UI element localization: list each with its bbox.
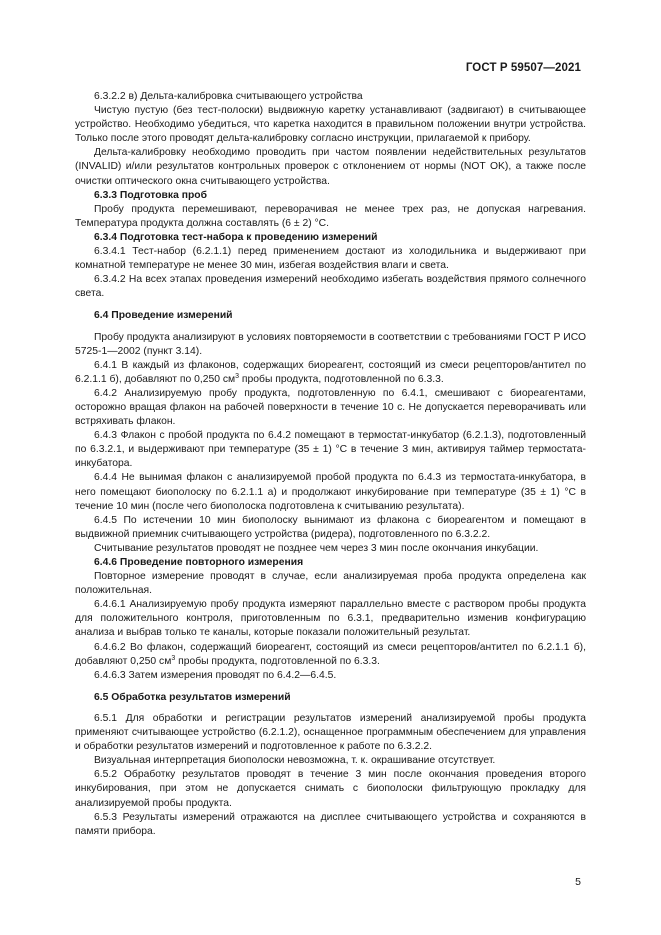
- paragraph-6-4-6-1: 6.4.6.1 Анализируемую пробу продукта измеряют параллельно вместе с раствором пробы продукта для положительного контроля, приготовленным по 6.3.1, предварительно изменив конфигурацию анализа и выбрав только те каналы, которые показали положительный результат.: [75, 599, 586, 639]
- paragraph-6-5-2: 6.5.2 Обработку результатов проводят в течение 3 мин после окончания проведения второго инкубирования, при этом не допускается снимать с биополоски фильтрующую прокладку для анализируемой пробы продукта.: [75, 769, 586, 809]
- heading-6-3-3: 6.3.3 Подготовка проб: [94, 189, 207, 201]
- page-number: 5: [575, 876, 581, 888]
- section-heading-6-5: 6.5 Обработка результатов измерений: [94, 691, 291, 703]
- paragraph-6-4-2: 6.4.2 Анализируемую пробу продукта, подготовленную по 6.4.1, смешивают с биореагентами, осторожно вращая флакон на рабочей поверхности в течение 10 с. Не допускается переворачивать или встряхивать флакон.: [75, 387, 586, 428]
- paragraph-6-5-1: 6.5.1 Для обработки и регистрации результатов измерений анализируемой пробы продукта применяют считывающее устройство (6.2.1.2), оснащенное программным обеспечением для управления и обработки результатов измерений и подготовленное к работе по 6.3.2.2.: [75, 712, 586, 753]
- paragraph: Пробу продукта анализируют в условиях повторяемости в соответствии с требованиями ГОСТ Р ИСО 5725-1—2002 (пункт 3.14).: [75, 331, 586, 357]
- paragraph-6-4-5: 6.4.5 По истечении 10 мин биополоску вынимают из флакона с биореагентом и помещают в выдвижной приемник считывающего устройства (ридера), подготовленного по 6.3.2.2.: [75, 514, 586, 540]
- heading-6-3-4: 6.3.4 Подготовка тест-набора к проведению измерений: [94, 231, 378, 243]
- paragraph-6-4-4: 6.4.4 Не вынимая флакон с анализируемой пробой продукта по 6.4.3 из термостата-инкубатора, в него помещают биополоску по 6.2.1.1 а) и продолжают инкубирование при температуре (35 ± 1) °С в течение 10 мин (после чего биополоска подготовлена к считыванию результата).: [75, 472, 586, 512]
- document-body: [75, 90, 586, 839]
- paragraph: Визуальная интерпретация биополоски невозможна, т. к. окрашивание отсутствует.: [94, 755, 496, 767]
- paragraph: Дельта-калибровку необходимо проводить при частом появлении недействительных результатов (INVALID) и/или результатов контрольных проверок с отклонением от нормы (NOT OK), а также после очистки оптического окна считывающего устройства.: [75, 147, 586, 187]
- paragraph: 6.3.4.1 Тест-набор (6.2.1.1) перед применением достают из холодильника и выдерживают при комнатной температуре не менее 30 мин, избегая воздействия влаги и света.: [75, 246, 586, 272]
- paragraph: 6.3.4.2 На всех этапах проведения измерений необходимо избегать воздействия прямого солнечного света.: [75, 274, 586, 300]
- paragraph-6-5-3: 6.5.3 Результаты измерений отражаются на дисплее считывающего устройства и сохраняются в памяти прибора.: [75, 811, 586, 837]
- paragraph: Считывание результатов проводят не позднее чем через 3 мин после окончания инкубации.: [94, 542, 539, 554]
- section-heading-6-4: 6.4 Проведение измерений: [94, 310, 233, 322]
- paragraph-6-4-1: 6.4.1 В каждый из флаконов, содержащих биореагент, состоящий из смеси рецепторов/антител по 6.2.1.1 б), добавляют по 0,250 $см^3$ пробы продукта, подготовленной по 6.3.3.: [75, 359, 586, 385]
- paragraph: Повторное измерение проводят в случае, если анализируемая проба продукта определена как положительная.: [75, 571, 586, 597]
- paragraph-6-4-3: 6.4.3 Флакон с пробой продукта по 6.4.2 помещают в термостат-инкубатор (6.2.1.3), подготовленный по 6.3.2.1, и выдерживают при температуре (35 ± 1) °С в течение 3 мин, активируя таймер термостата-инкубатора.: [75, 430, 586, 470]
- paragraph: Чистую пустую (без тест-полоски) выдвижную каретку устанавливают (задвигают) в считывающее устройство. Необходимо убедиться, что каретка находится в правильном положении внутри устройства. Только после этого проводят дельта-калибровку согласно инструкции, прилагаемой к прибору.: [75, 105, 586, 145]
- paragraph-6-4-6-2: 6.4.6.2 Во флакон, содержащий биореагент, состоящий из смеси рецепторов/антител по 6.2.1.1 б), добавляют 0,250 $см^3$ пробы продукта, подготовленной по 6.3.3.: [75, 641, 586, 667]
- document-id-header: ГОСТ Р 59507—2021: [465, 62, 581, 74]
- heading-6-4-6: 6.4.6 Проведение повторного измерения: [94, 557, 304, 568]
- paragraph-6-3-2-2-v: 6.3.2.2 в) Дельта-калибровка считывающего устройства: [94, 91, 363, 102]
- paragraph: Пробу продукта перемешивают, переворачивая не менее трех раз, не допуская нагревания. Температура продукта должна составлять (6 ± 2) °С.: [75, 203, 586, 229]
- paragraph-6-4-6-3: 6.4.6.3 Затем измерения проводят по 6.4.2—6.4.5.: [94, 669, 337, 681]
